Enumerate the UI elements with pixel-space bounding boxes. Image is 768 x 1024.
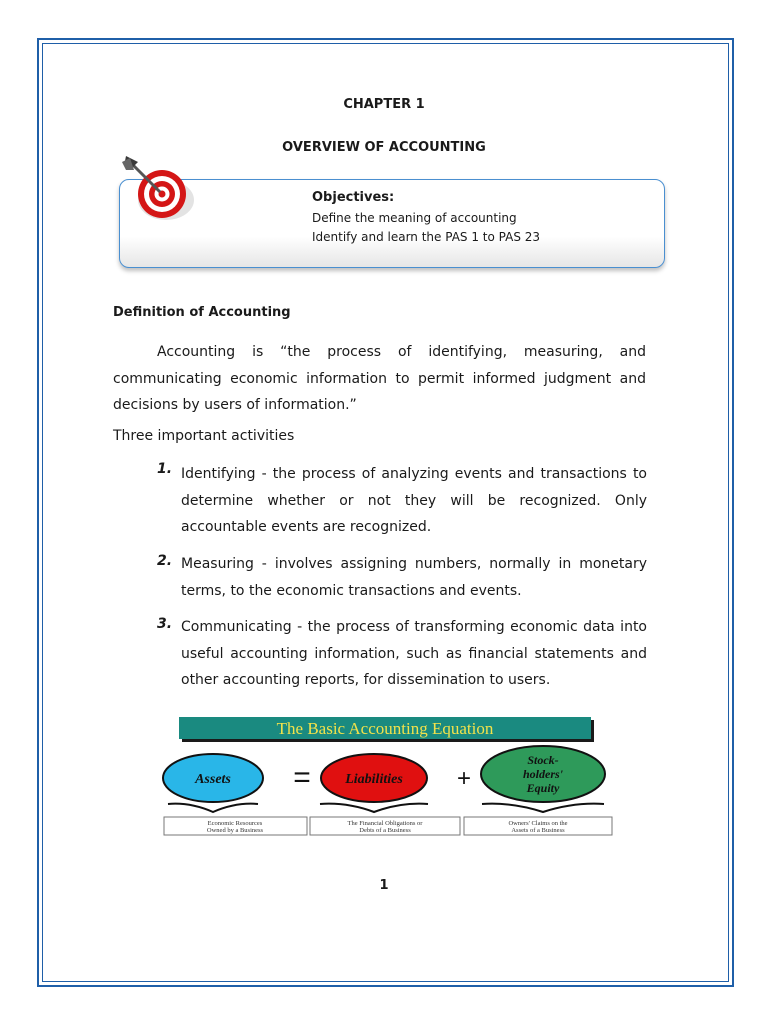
plus-sign: + xyxy=(456,765,472,792)
list-number: 3. xyxy=(157,616,173,632)
objective-item: Define the meaning of accounting xyxy=(312,211,517,225)
definition-paragraph: Accounting is “the process of identifying, measuring, and communicating economic information to permit informed judgment and decisions by users of information.” xyxy=(113,344,646,413)
assets-caption-line2: Owned by a Business xyxy=(206,827,264,834)
section-heading: Definition of Accounting xyxy=(113,305,291,320)
liabilities-caption-line2: Debts of a Business xyxy=(359,827,411,834)
equals-sign: = xyxy=(293,761,311,794)
equity-caption-line1: Owners' Claims on the xyxy=(508,820,568,827)
list-item: Identifying - the process of analyzing events and transactions to determine whether or not they will be recognized. Only accountable events are recognized. xyxy=(181,466,647,535)
assets-brace xyxy=(168,804,258,812)
liabilities-brace xyxy=(320,804,428,812)
list-item: Communicating - the process of transforming economic data into useful accounting information, such as financial statements and other accounting reports, for dissemination to users. xyxy=(181,619,647,688)
assets-label: Assets xyxy=(195,772,231,787)
chapter-title: OVERVIEW OF ACCOUNTING xyxy=(282,140,486,155)
equity-brace xyxy=(482,804,604,812)
objective-item: Identify and learn the PAS 1 to PAS 23 xyxy=(312,230,541,244)
target-dart-icon xyxy=(118,152,198,224)
equity-caption-line2: Assets of a Business xyxy=(511,827,565,834)
list-item: Measuring - involves assigning numbers, normally in monetary terms, to the economic transactions and events. xyxy=(181,556,647,599)
accounting-equation-figure xyxy=(160,716,616,838)
liabilities-caption-line1: The Financial Obligations or xyxy=(347,820,423,827)
objectives-title: Objectives: xyxy=(312,190,395,205)
chapter-label: CHAPTER 1 xyxy=(343,97,425,112)
activities-intro: Three important activities xyxy=(113,428,295,444)
equity-label-line1: Stock- xyxy=(527,753,559,767)
equity-label-line3: Equity xyxy=(526,781,560,795)
page-number: 1 xyxy=(379,878,389,893)
assets-caption-line1: Economic Resources xyxy=(207,820,263,827)
equity-label-line2: holders' xyxy=(522,767,564,781)
liabilities-label: Liabilities xyxy=(345,772,403,787)
list-number: 1. xyxy=(157,461,173,477)
list-number: 2. xyxy=(157,553,173,569)
equation-title: The Basic Accounting Equation xyxy=(276,719,494,738)
